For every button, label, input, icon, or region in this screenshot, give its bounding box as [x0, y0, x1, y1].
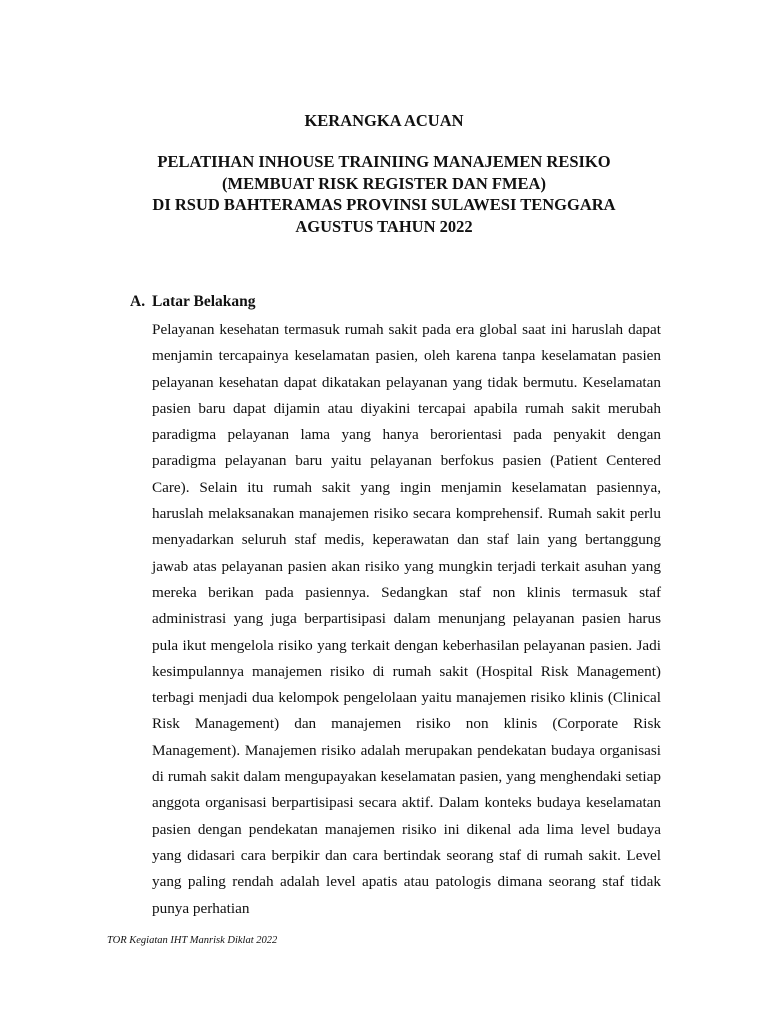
section-letter: A. [130, 293, 146, 310]
document-subtitle [0, 151, 768, 237]
section-heading [130, 293, 256, 311]
section-heading-text: Latar Belakang [152, 293, 256, 310]
subtitle-line-4: AGUSTUS TAHUN 2022 [295, 216, 473, 236]
page-footer: TOR Kegiatan IHT Manrisk Diklat 2022 [107, 935, 278, 946]
subtitle-line-1: PELATIHAN INHOUSE TRAINIING MANAJEMEN RESIKO [157, 152, 611, 171]
subtitle-line-2: (MEMBUAT RISK REGISTER DAN FMEA) [222, 173, 546, 193]
document-title: KERANGKA ACUAN [304, 111, 464, 130]
subtitle-line-3: DI RSUD BAHTERAMAS PROVINSI SULAWESI TENGGARA [152, 195, 616, 214]
section-paragraph: Pelayanan kesehatan termasuk rumah sakit pada era global saat ini haruslah dapat menjamin tercapainya keselamatan pasien, oleh karena tanpa keselamatan pasien pelayanan kesehatan dapat dikatakan pelayanan yang tidak bermutu. Keselamatan pasien baru dapat dijamin atau diyakini tercapai apabila rumah sakit merubah paradigma pelayanan lama yang hanya berorientasi pada penyakit dengan paradigma pelayanan baru yaitu pelayanan berfokus pasien (Patient Centered Care). Selain itu rumah sakit yang ingin menjamin keselamatan pasiennya, haruslah melaksanakan manajemen risiko secara komprehensif. Rumah sakit perlu menyadarkan seluruh staf medis, keperawatan dan staf lain yang bertanggung jawab atas pelayanan pasien akan risiko yang mungkin terjadi terkait asuhan yang mereka berikan pada pasiennya. Sedangkan staf non klinis termasuk staf administrasi yang juga berpartisipasi dalam menunjang pelayanan pasien harus pula ikut mengelola risiko yang terkait dengan keberhasilan pelayanan pasien. Jadi kesimpulannya manajemen risiko di rumah sakit (Hospital Risk Management) terbagi menjadi dua kelompok pengelolaan yaitu manajemen risiko klinis (Clinical Risk Management) dan manajemen risiko non klinis (Corporate Risk Management). Manajemen risiko adalah merupakan pendekatan budaya organisasi di rumah sakit dalam mengupayakan keselamatan pasien, yang menghendaki setiap anggota organisasi berpartisipasi secara aktif. Dalam konteks budaya keselamatan pasien dengan pendekatan manajemen risiko ini dikenal ada lima level budaya yang didasari cara berpikir dan cara bertindak seorang staf di rumah sakit. Level yang paling rendah adalah level apatis atau patologis dimana seorang staf tidak punya perhatian [152, 321, 661, 917]
